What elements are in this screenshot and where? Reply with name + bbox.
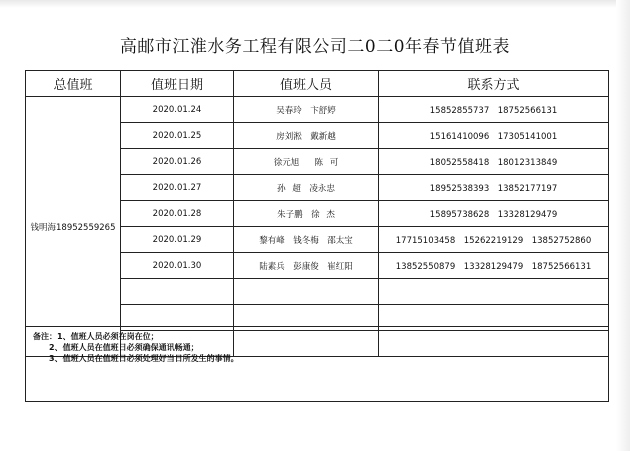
contact-cell: 15161410096 17305141001 bbox=[379, 123, 609, 149]
header-chief: 总值班 bbox=[26, 71, 121, 97]
document-title: 高邮市江淮水务工程有限公司二0二0年春节值班表 bbox=[119, 37, 511, 57]
scan-top-shadow bbox=[0, 0, 630, 8]
scan-right-shadow bbox=[616, 0, 630, 451]
contact-cell: 15895738628 13328129479 bbox=[379, 201, 609, 227]
contact-cell: 13852550879 13328129479 18752566131 bbox=[379, 253, 609, 279]
date-cell: 2020.01.24 bbox=[121, 97, 234, 123]
staff-cell: 房刘淞 戴新越 bbox=[234, 123, 379, 149]
notes-box bbox=[25, 326, 609, 402]
staff-cell: 吴春玲 卞舒婷 bbox=[234, 97, 379, 123]
date-cell: 2020.01.30 bbox=[121, 253, 234, 279]
staff-cell: 陆素兵 彭康俊 崔红阳 bbox=[234, 253, 379, 279]
date-cell bbox=[121, 279, 234, 305]
note-line: 备注：1、值班人员必须在岗在位； bbox=[33, 332, 159, 341]
table-header-row bbox=[26, 71, 609, 97]
date-cell: 2020.01.29 bbox=[121, 227, 234, 253]
header-staff: 值班人员 bbox=[234, 71, 379, 97]
contact-cell: 15852855737 18752566131 bbox=[379, 97, 609, 123]
contact-cell: 18052558418 18012313849 bbox=[379, 149, 609, 175]
staff-cell: 徐元旭 陈 可 bbox=[234, 149, 379, 175]
contact-cell: 17715103458 15262219129 13852752860 bbox=[379, 227, 609, 253]
date-cell: 2020.01.27 bbox=[121, 175, 234, 201]
chief-on-duty-cell: 钱明海18952559265 bbox=[26, 97, 121, 357]
staff-cell: 朱子鹏 徐 杰 bbox=[234, 201, 379, 227]
date-cell: 2020.01.26 bbox=[121, 149, 234, 175]
contact-cell: 18952538393 13852177197 bbox=[379, 175, 609, 201]
header-contact: 联系方式 bbox=[379, 71, 609, 97]
contact-cell bbox=[379, 279, 609, 305]
staff-cell: 黎有峰 钱冬梅 邵太宝 bbox=[234, 227, 379, 253]
date-cell: 2020.01.25 bbox=[121, 123, 234, 149]
duty-roster-table bbox=[25, 70, 609, 357]
staff-cell: 孙 超 凌永忠 bbox=[234, 175, 379, 201]
date-cell: 2020.01.28 bbox=[121, 201, 234, 227]
note-line: 2、值班人员在值班日必须确保通讯畅通； bbox=[49, 343, 199, 352]
staff-cell bbox=[234, 279, 379, 305]
header-date: 值班日期 bbox=[121, 71, 234, 97]
table-row bbox=[26, 97, 609, 123]
note-line: 3、值班人员在值班日必须处理好当日所发生的事情。 bbox=[49, 354, 239, 363]
